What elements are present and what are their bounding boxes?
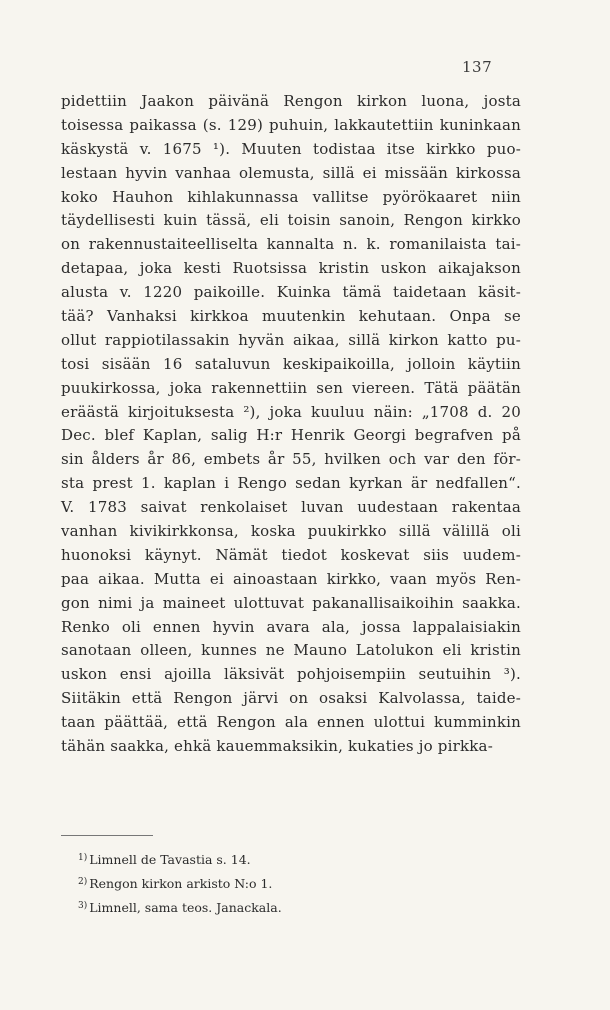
text-line: koko Hauhon kihlakunnassa vallitse pyörökaaret niin xyxy=(61,187,521,206)
text-line: eräästä kirjoituksesta ²), joka kuuluu näin: „1708 d. 20 xyxy=(61,402,521,421)
text-line: täydellisesti kuin tässä, eli toisin sanoin, Rengon kirkko xyxy=(61,211,521,230)
text-line: on rakennustaiteelliselta kannalta n. k. romanilaista tai- xyxy=(61,235,521,254)
text-line: alusta v. 1220 paikoille. Kuinka tämä taidetaan käsit- xyxy=(61,283,521,302)
text-line: sin ålders år 86, embets år 55, hvilken och var den för- xyxy=(61,450,521,469)
footnotes xyxy=(78,846,478,918)
text-line: gon nimi ja maineet ulottuvat pakanallisaikoihin saakka. xyxy=(61,593,521,612)
footnote-text: Limnell, sama teos. Janackala. xyxy=(89,900,282,915)
footnote-rule xyxy=(61,835,153,836)
text-line: paa aikaa. Mutta ei ainoastaan kirkko, vaan myös Ren- xyxy=(61,569,521,588)
footnote-text: Limnell de Tavastia s. 14. xyxy=(89,852,251,867)
text-line: vanhan kivikirkkonsa, koska puukirkko sillä välillä oli xyxy=(61,522,521,541)
text-line: huonoksi käynyt. Nämät tiedot koskevat siis uudem- xyxy=(61,545,521,564)
text-line: detapaa, joka kesti Ruotsissa kristin uskon aikajakson xyxy=(61,259,521,278)
text-line: pidettiin Jaakon päivänä Rengon kirkon luona, josta xyxy=(61,92,521,110)
footnote-mark: 1) xyxy=(78,853,88,863)
footnote-text: Rengon kirkon arkisto N:o 1. xyxy=(89,876,273,891)
text-line: puukirkossa, joka rakennettiin sen viereen. Tätä päätän xyxy=(61,378,521,397)
text-line: tää? Vanhaksi kirkkoa muutenkin kehutaan. Onpa se xyxy=(61,307,521,326)
footnote-mark: 2) xyxy=(78,877,88,887)
text-line: käskystä v. 1675 ¹). Muuten todistaa itse kirkko puo- xyxy=(61,139,521,158)
footnote-mark: 3) xyxy=(78,901,88,911)
text-line: Dec. blef Kaplan, salig H:r Henrik Georgi begrafven på xyxy=(61,426,521,445)
text-line: ollut rappiotilassakin hyvän aikaa, sillä kirkon katto pu- xyxy=(61,330,521,349)
footnote xyxy=(78,870,478,894)
footnote xyxy=(78,846,478,870)
text-line: tosi sisään 16 sataluvun keskipaikoilla, jolloin käytiin xyxy=(61,354,521,373)
page-number: 137 xyxy=(462,58,493,76)
text-line: toisessa paikassa (s. 129) puhuin, lakkautettiin kuninkaan xyxy=(61,115,521,134)
body-text xyxy=(61,90,521,759)
text-line: V. 1783 saivat renkolaiset luvan uudestaan rakentaa xyxy=(61,498,521,517)
footnote xyxy=(78,894,478,918)
text-line: taan päättää, että Rengon ala ennen ulottui kumminkin xyxy=(61,713,521,732)
text-line: sta prest 1. kaplan i Rengo sedan kyrkan är nedfallen“. xyxy=(61,474,521,493)
text-line: Renko oli ennen hyvin avara ala, jossa lappalaisiakin xyxy=(61,617,521,636)
text-line: lestaan hyvin vanhaa olemusta, sillä ei missään kirkossa xyxy=(61,163,521,182)
text-line: tähän saakka, ehkä kauemmaksikin, kukaties jo pirkka- xyxy=(61,737,493,756)
text-line: Siitäkin että Rengon järvi on osaksi Kalvolassa, taide- xyxy=(61,689,521,708)
text-line: uskon ensi ajoilla läksivät pohjoisempiin seutuihin ³). xyxy=(61,665,521,684)
text-line: sanotaan olleen, kunnes ne Mauno Latolukon eli kristin xyxy=(61,641,521,660)
